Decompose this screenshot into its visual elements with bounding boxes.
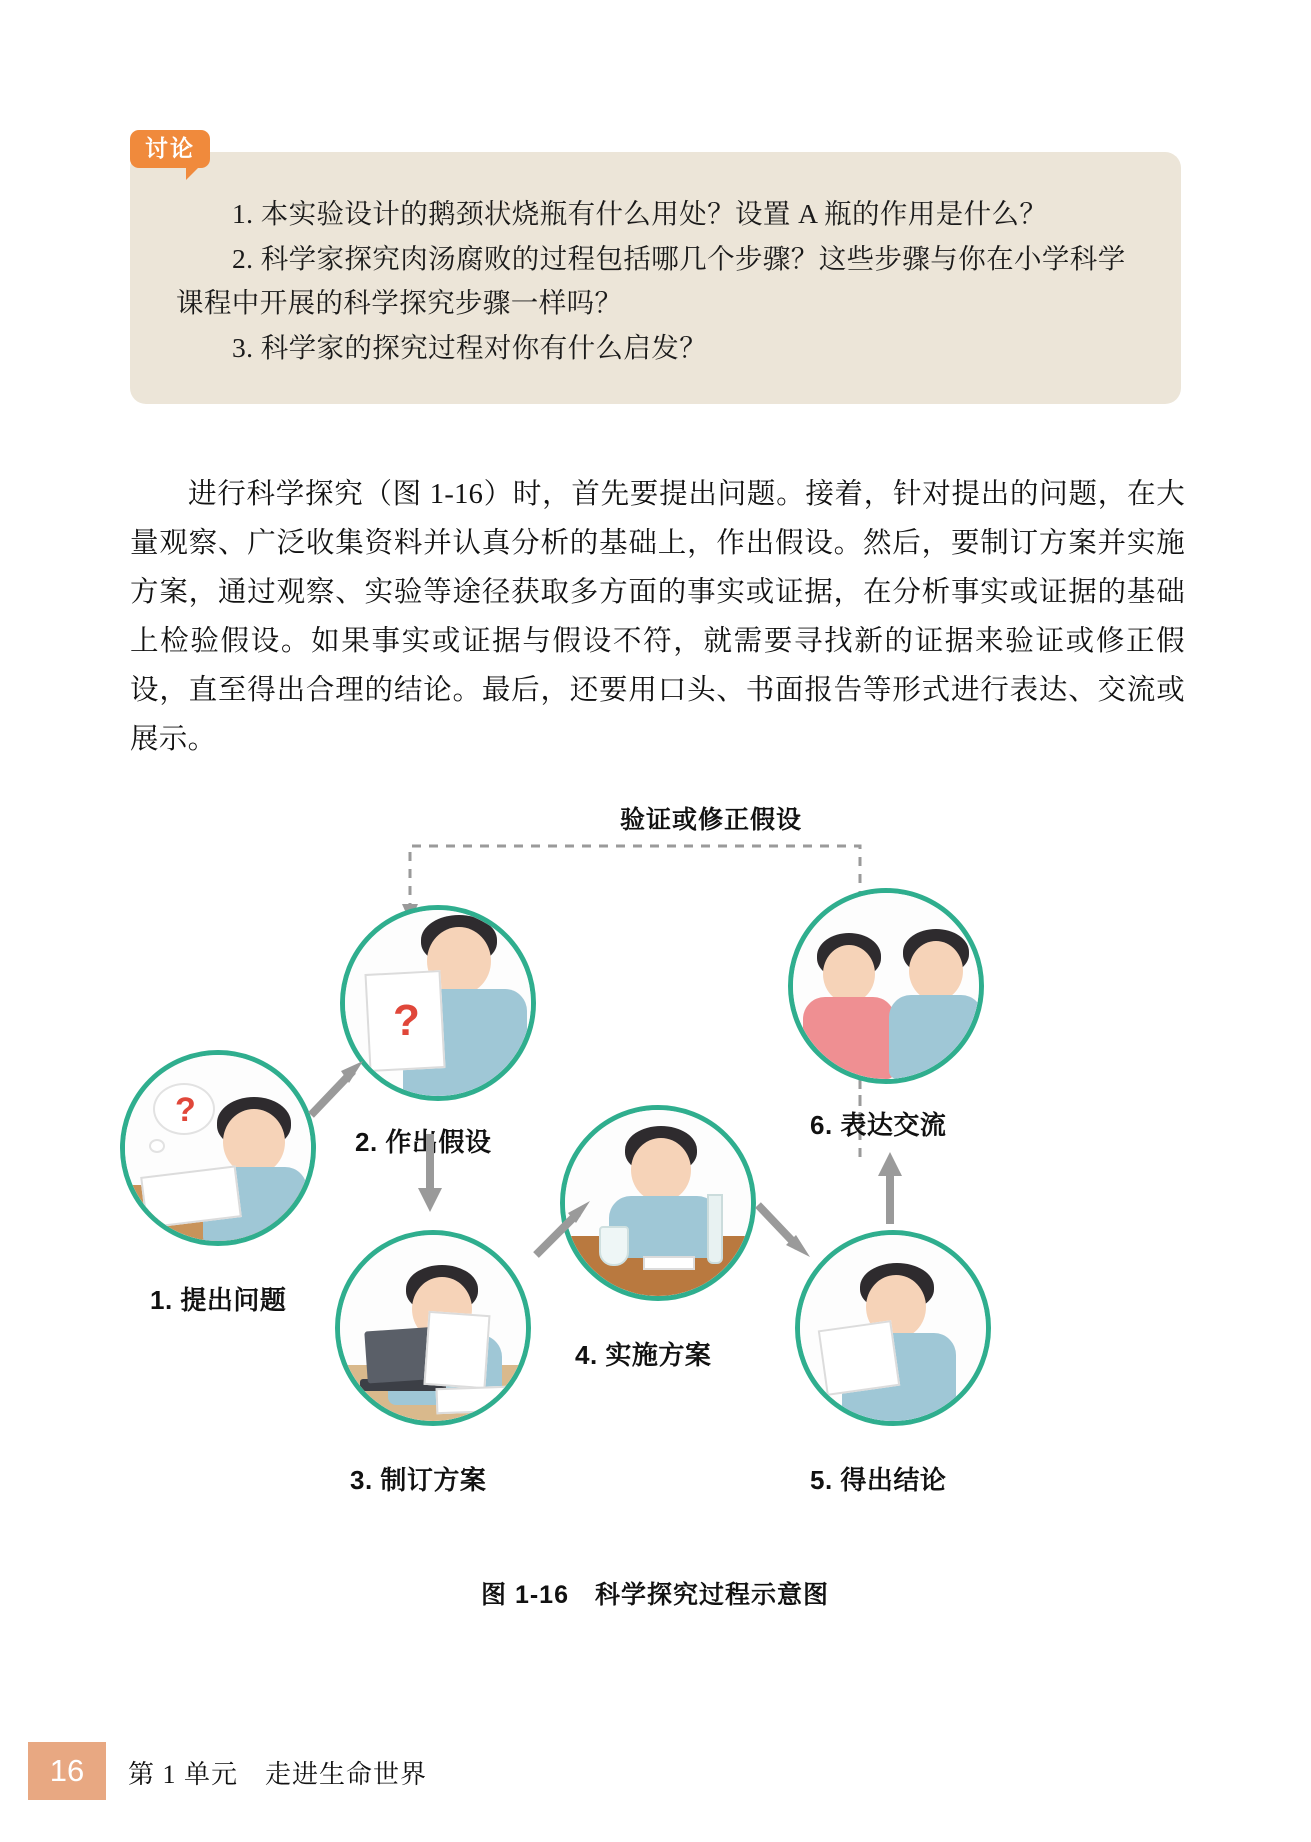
footer-unit-text: 第 1 单元 走进生命世界 (128, 1760, 428, 1789)
loop-label: 验证或修正假设 (620, 806, 803, 834)
paper-icon (436, 1386, 509, 1414)
test-tube-icon (707, 1194, 723, 1264)
arrow-step3-to-step4 (530, 1195, 600, 1265)
discussion-panel (130, 135, 1181, 404)
arrow-step2-to-step3 (410, 1130, 450, 1220)
paper-icon (818, 1320, 900, 1396)
discussion-item-1: 1. 本实验设计的鹅颈状烧瓶有什么用处？设置 A 瓶的作用是什么？ (232, 198, 1048, 229)
discussion-item-3: 3. 科学家的探究过程对你有什么启发？ (232, 331, 708, 363)
arrow-step5-to-step6 (870, 1150, 910, 1230)
figure-node-step1 (120, 1050, 316, 1246)
figure-label-step5: 5. 得出结论 (810, 1465, 947, 1495)
arrow-step1-to-step2 (305, 1055, 375, 1125)
figure-label-step1: 1. 提出问题 (150, 1285, 287, 1315)
figure-node-step3 (335, 1230, 531, 1426)
page-number: 16 (28, 1742, 106, 1800)
figure-caption: 图 1-16 科学探究过程示意图 (481, 1581, 829, 1609)
discussion-tag: 讨论 (130, 130, 210, 168)
question-mark-icon: ? (393, 996, 420, 1045)
discussion-box (130, 135, 1181, 404)
flask-icon (599, 1226, 629, 1266)
figure-node-step6 (788, 888, 984, 1084)
figure-label-step3: 3. 制订方案 (350, 1465, 487, 1495)
paper-icon (643, 1256, 695, 1270)
discussion-item-2: 2. 科学家探究肉汤腐败的过程包括哪几个步骤？这些步骤与你在小学科学课程中开展的科学探究步骤一样吗？ (176, 242, 1126, 319)
figure-label-step6: 6. 表达交流 (810, 1110, 947, 1140)
arrow-step4-to-step5 (750, 1195, 820, 1265)
question-mark-icon: ? (175, 1091, 196, 1129)
figure-label-step2: 2. 作出假设 (355, 1127, 492, 1157)
paper-icon (423, 1311, 490, 1389)
person-illustration-right (885, 927, 984, 1079)
figure-label-step4: 4. 实施方案 (575, 1340, 712, 1370)
thought-bubble-small-icon (149, 1139, 165, 1153)
body-paragraph: 进行科学探究（图 1-16）时，首先要提出问题。接着，针对提出的问题，在大量观察、广泛收集资料并认真分析的基础上，作出假设。然后，要制订方案并实施方案，通过观察、实验等途径获取多方面的事实或证据，在分析事实或证据的基础上检验假设。如果事实或证据与假设不符，就需要寻找新的证据来验证或修正假设，直至得出合理的结论。最后，还要用口头、书面报告等形式进行表达、交流或展示。 (130, 479, 1185, 756)
figure-scientific-inquiry (110, 800, 1200, 1630)
figure-node-step5 (795, 1230, 991, 1426)
page-footer (0, 1742, 1311, 1804)
